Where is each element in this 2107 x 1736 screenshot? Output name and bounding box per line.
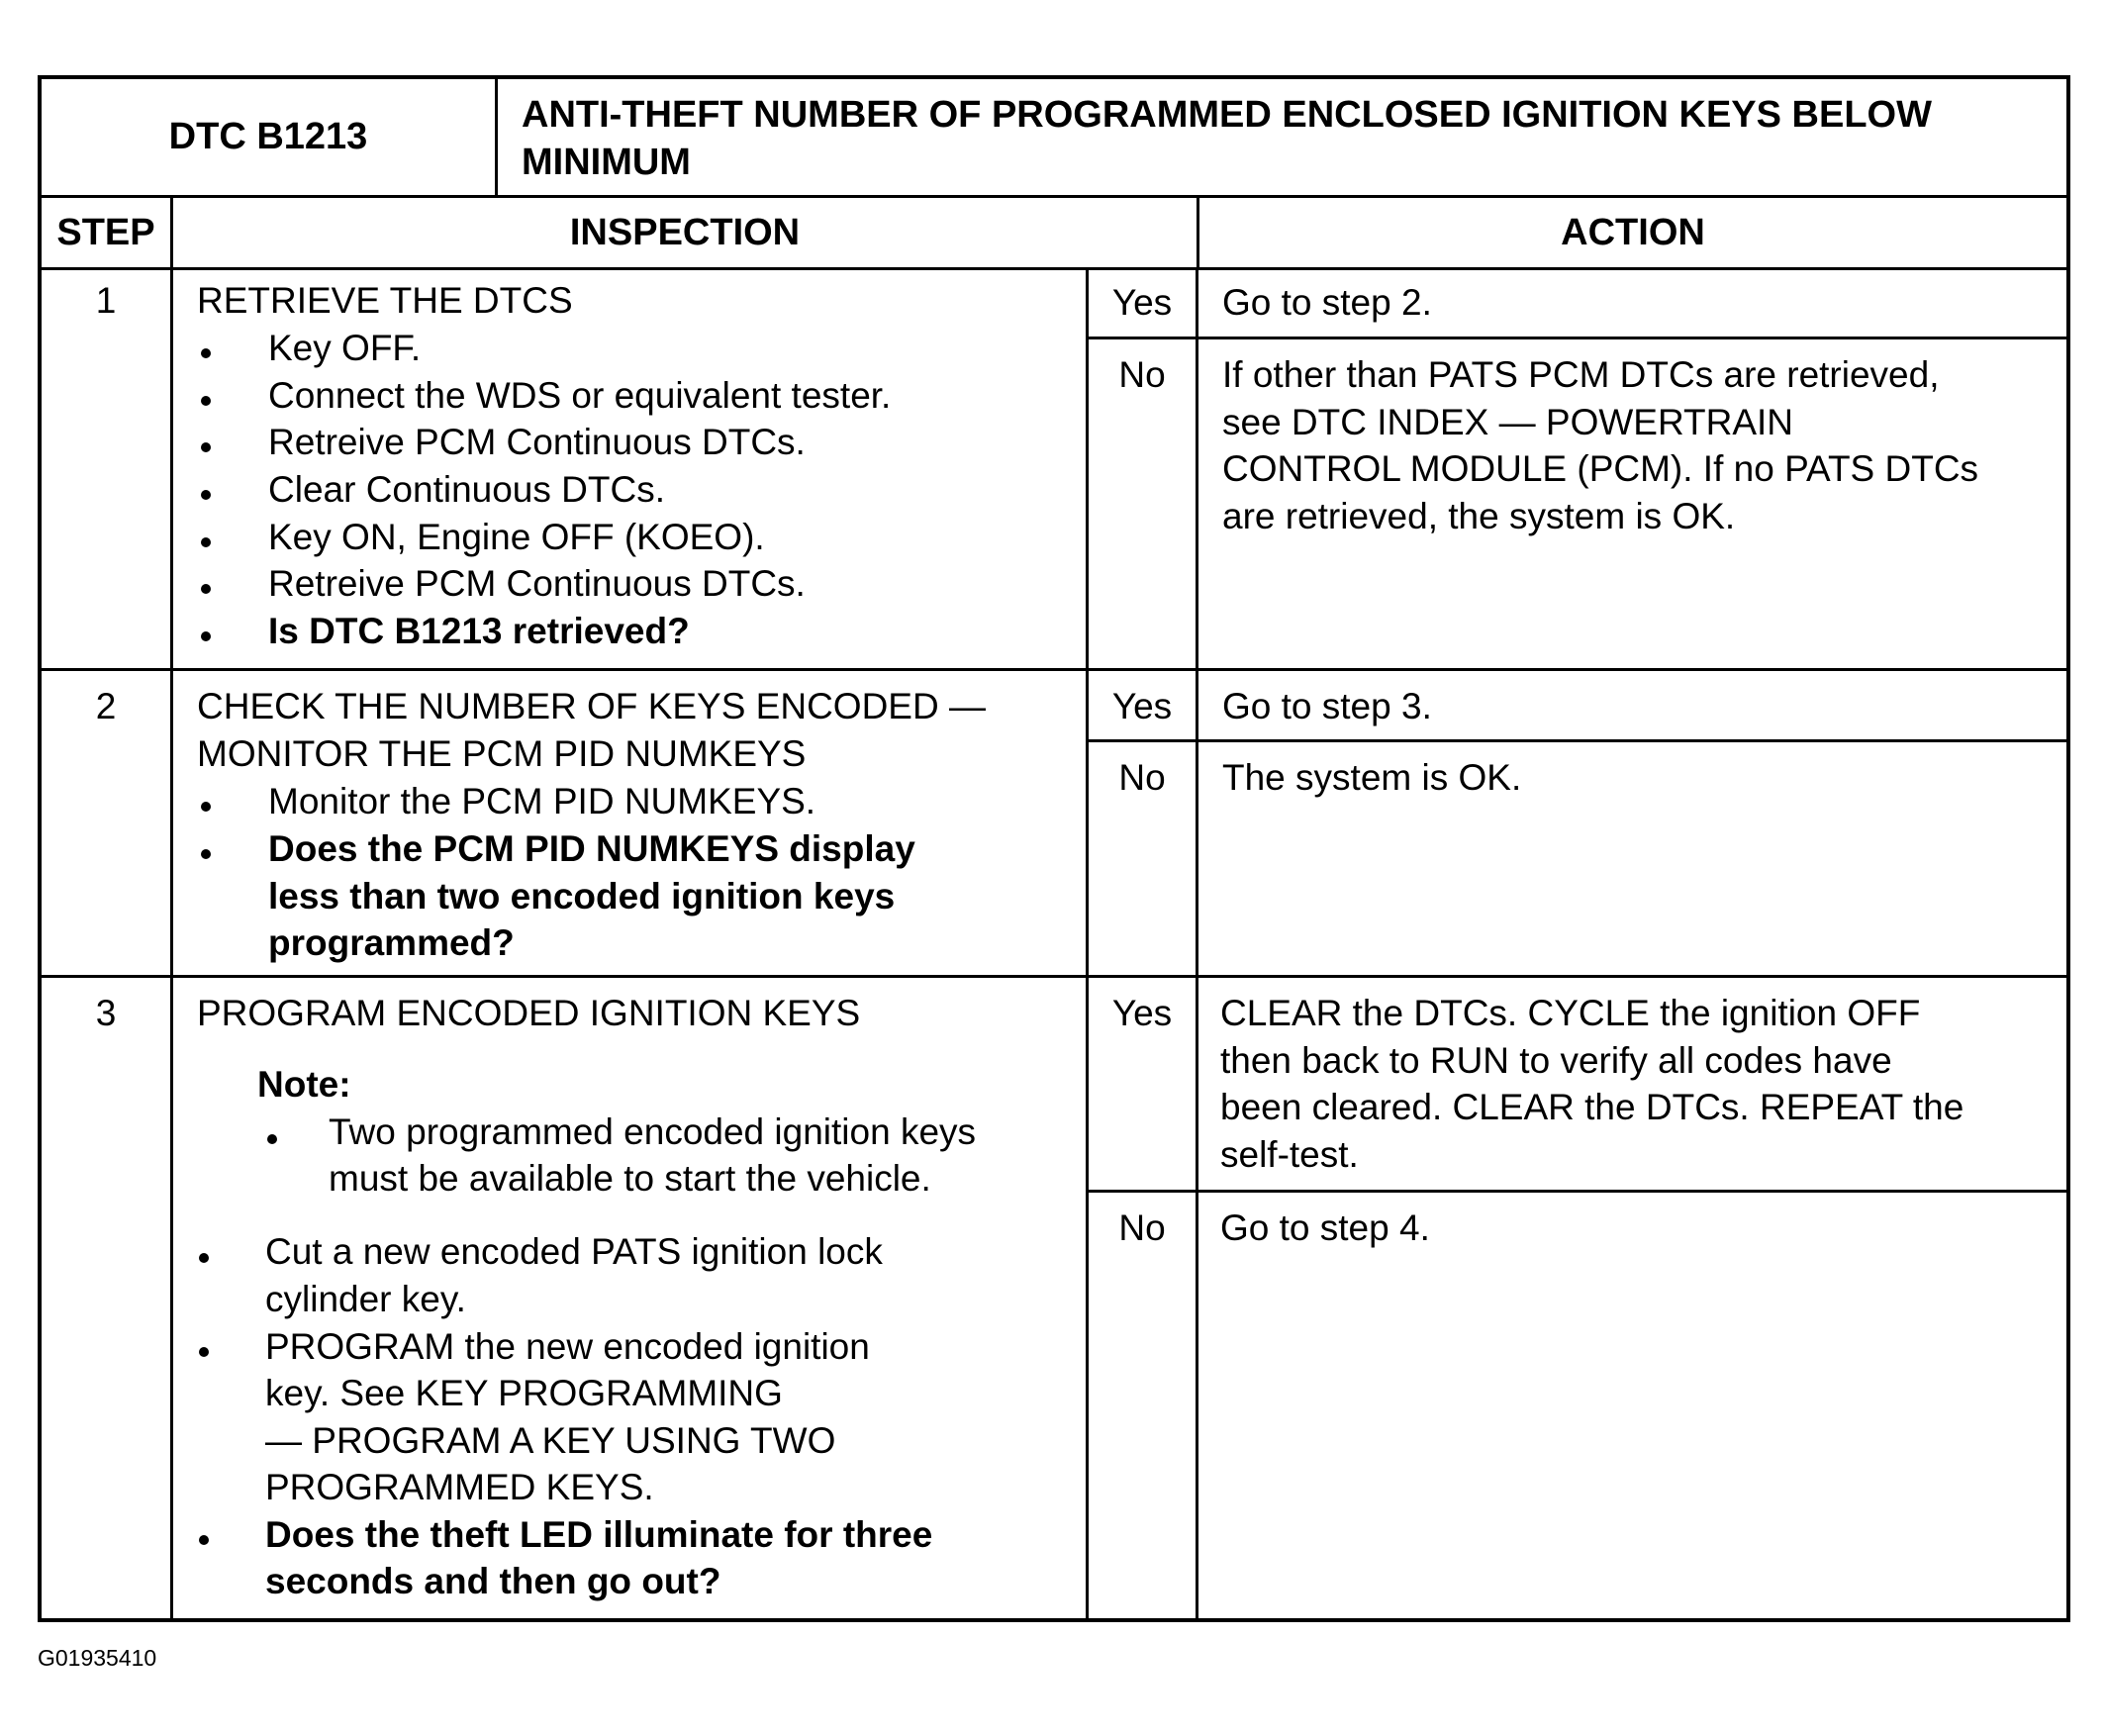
no-action: The system is OK. xyxy=(1222,757,1522,798)
column-header-step: STEP xyxy=(56,212,155,253)
bullet-icon xyxy=(201,348,211,358)
dtc-title-line2: MINIMUM xyxy=(522,142,691,183)
no-label: No xyxy=(1118,757,1166,798)
step-number: 1 xyxy=(95,280,117,321)
bullet-icon xyxy=(201,631,211,641)
inspection-bullet: — PROGRAM A KEY USING TWO xyxy=(265,1420,836,1461)
inspection-question: programmed? xyxy=(268,922,515,963)
bullet-icon xyxy=(201,490,211,500)
yes-action: Go to step 2. xyxy=(1222,282,1432,323)
inspection-question: Is DTC B1213 retrieved? xyxy=(268,611,690,651)
step-number: 3 xyxy=(95,993,117,1033)
dtc-title-line1: ANTI-THEFT NUMBER OF PROGRAMMED ENCLOSED IGNITION KEYS BELOW xyxy=(522,94,1932,136)
bullet-icon xyxy=(201,442,211,452)
inspection-question: less than two encoded ignition keys xyxy=(268,876,896,916)
no-action-line: CONTROL MODULE (PCM). If no PATS DTCs xyxy=(1222,448,1979,489)
step-number: 2 xyxy=(95,686,117,726)
inspection-question: seconds and then go out? xyxy=(265,1561,721,1601)
dtc-code: DTC B1213 xyxy=(168,116,368,157)
no-label: No xyxy=(1118,1207,1166,1248)
bullet-icon xyxy=(267,1134,277,1144)
bullet-icon xyxy=(199,1535,209,1545)
inspection-bullet: Connect the WDS or equivalent tester. xyxy=(268,375,892,416)
bullet-icon xyxy=(201,537,211,547)
yes-action-line: been cleared. CLEAR the DTCs. REPEAT the xyxy=(1220,1087,1964,1127)
step-title: MONITOR THE PCM PID NUMKEYS xyxy=(197,733,807,774)
bullet-icon xyxy=(201,584,211,594)
inspection-bullet: Key ON, Engine OFF (KOEO). xyxy=(268,517,765,557)
yes-action: Go to step 3. xyxy=(1222,686,1432,726)
step-title: PROGRAM ENCODED IGNITION KEYS xyxy=(197,993,861,1033)
no-action-line: are retrieved, the system is OK. xyxy=(1222,496,1736,536)
bullet-icon xyxy=(201,396,211,406)
bullet-icon xyxy=(201,849,211,859)
step-title: RETRIEVE THE DTCS xyxy=(197,280,573,321)
yes-action-line: self-test. xyxy=(1220,1134,1359,1175)
inspection-bullet: Clear Continuous DTCs. xyxy=(268,469,665,510)
inspection-bullet: key. See KEY PROGRAMMING xyxy=(265,1373,783,1413)
note-line: Two programmed encoded ignition keys xyxy=(329,1111,977,1152)
inspection-bullet: Cut a new encoded PATS ignition lock xyxy=(265,1231,883,1272)
inspection-bullet: PROGRAM the new encoded ignition xyxy=(265,1326,870,1367)
inspection-bullet: Retreive PCM Continuous DTCs. xyxy=(268,563,806,604)
inspection-question: Does the PCM PID NUMKEYS display xyxy=(268,828,915,869)
inspection-bullet: Retreive PCM Continuous DTCs. xyxy=(268,422,806,462)
note-label: Note: xyxy=(257,1064,351,1105)
yes-label: Yes xyxy=(1111,282,1173,323)
inspection-bullet: cylinder key. xyxy=(265,1279,466,1319)
note-line: must be available to start the vehicle. xyxy=(329,1158,931,1199)
step-title: CHECK THE NUMBER OF KEYS ENCODED — xyxy=(197,686,986,726)
bullet-icon xyxy=(201,802,211,812)
yes-label: Yes xyxy=(1111,686,1173,726)
bullet-icon xyxy=(199,1253,209,1263)
inspection-bullet: Key OFF. xyxy=(268,328,422,368)
yes-action-line: CLEAR the DTCs. CYCLE the ignition OFF xyxy=(1220,993,1921,1033)
figure-code: G01935410 xyxy=(38,1645,157,1671)
column-header-action: ACTION xyxy=(1561,212,1705,253)
inspection-bullet: PROGRAMMED KEYS. xyxy=(265,1467,654,1507)
inspection-bullet: Monitor the PCM PID NUMKEYS. xyxy=(268,781,816,821)
column-header-inspection: INSPECTION xyxy=(569,212,801,253)
yes-action-line: then back to RUN to verify all codes have xyxy=(1220,1040,1892,1081)
inspection-question: Does the theft LED illuminate for three xyxy=(265,1514,933,1555)
no-action-line: see DTC INDEX — POWERTRAIN xyxy=(1222,402,1794,442)
bullet-icon xyxy=(199,1347,209,1357)
no-action-line: If other than PATS PCM DTCs are retrieved, xyxy=(1222,354,1940,395)
no-label: No xyxy=(1118,354,1166,395)
no-action: Go to step 4. xyxy=(1220,1207,1430,1248)
yes-label: Yes xyxy=(1111,993,1173,1033)
